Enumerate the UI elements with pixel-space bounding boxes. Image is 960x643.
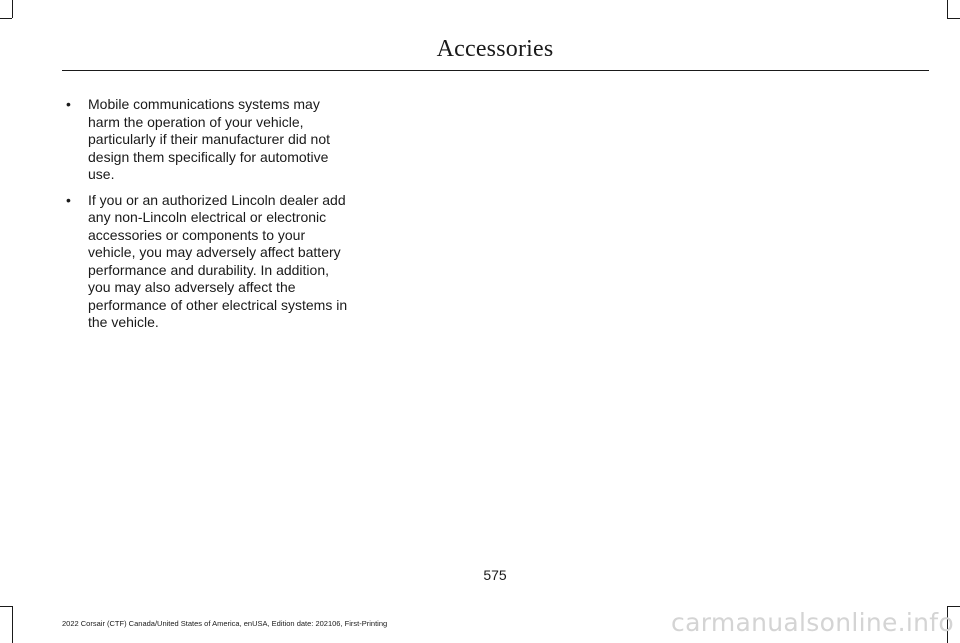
bullet-text: If you or an authorized Lincoln dealer add any non-Lincoln electrical or electronic accessories or components to your vehicle, you may adversely affect battery performance and durability. In addition, you may also adversely affect the performance of other electrical systems in the vehicle. — [88, 191, 348, 330]
crop-mark-top-left-horizontal — [0, 18, 12, 19]
page-title: Accessories — [436, 36, 554, 62]
bullet-marker: • — [66, 191, 71, 208]
title-divider — [62, 70, 929, 71]
crop-mark-top-left-vertical — [12, 0, 13, 18]
crop-mark-top-right-horizontal — [947, 18, 960, 19]
bullet-list — [62, 96, 352, 340]
crop-mark-bottom-right-horizontal — [947, 606, 960, 607]
edition-info: 2022 Corsair (CTF) Canada/United States of America, enUSA, Edition date: 202106, First-Printing — [62, 619, 388, 628]
watermark-text: carmanualsonline.info — [671, 608, 954, 637]
bullet-text: Mobile communications systems may harm the operation of your vehicle, particularly if their manufacturer did not design them specifically for automotive use. — [88, 96, 330, 182]
crop-mark-top-right-vertical — [947, 0, 948, 18]
page-number: 575 — [483, 567, 507, 583]
bullet-marker: • — [66, 96, 71, 112]
list-item — [62, 192, 352, 332]
crop-mark-bottom-left-vertical — [12, 606, 13, 643]
list-item — [62, 96, 352, 184]
crop-mark-bottom-left-horizontal — [0, 606, 12, 607]
